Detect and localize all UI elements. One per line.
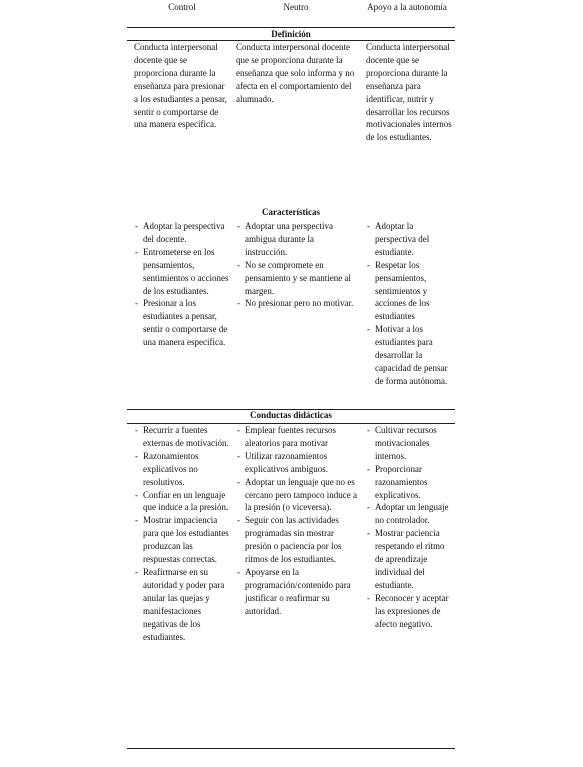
bullet-item: - Razonamientos explicativos no resolutivos. (134, 450, 230, 489)
bullet-item: - Emplear fuentes recursos aleatorios para motivar (236, 424, 358, 450)
bullet-item: - Respetar los pensamientos, sentimientos y acciones de los estudiantes (366, 259, 454, 324)
bullet-item: - Mostrar paciencia respetando el ritmo de aprendizaje individual del estudiante. (366, 527, 454, 592)
bullet-item: - Presionar a los estudiantes a pensar, sentir o comportarse de una manera específica. (134, 297, 230, 349)
bullet-item: - Recurrir a fuentes externas de motivación. (134, 424, 230, 450)
bullet-item: - Entrometerse en los pensamientos, sentimientos o acciones de los estudiantes. (134, 246, 230, 298)
bullet-item: - No presionar pero no motivar. (236, 297, 358, 310)
caracteristicas-apoyo (366, 220, 454, 388)
definicion-neutro: Conducta interpersonal docente que se proporciona durante la enseñanza que solo informa y no afecta en el comportamiento del alumnado. (236, 42, 355, 104)
conductas-apoyo (366, 424, 454, 631)
conductas-control (134, 424, 230, 643)
definicion-apoyo: Conducta interpersonal docente que se proporciona durante la enseñanza para identificar, nutrir y desarrollar los recursos motivacionales internos de los estudiantes. (366, 42, 452, 143)
bullet-item: - Reafirmarse en su autoridad y poder para anular las quejas y manifestaciones negativas de los estudiantes. (134, 566, 230, 643)
bullet-item: - Proporcionar razonamientos explicativos. (366, 463, 454, 502)
bullet-item: - Adoptar un lenguaje no controlador. (366, 501, 454, 527)
conductas-neutro (236, 424, 358, 618)
bottom-rule (127, 748, 455, 749)
definicion-control: Conducta interpersonal docente que se proporciona durante la enseñanza para presionar a los estudiantes a pensar, sentir o comportarse de una manera específica. (134, 42, 227, 130)
bullet-item: - Motivar a los estudiantes para desarrollar la capacidad de pensar de forma autónoma. (366, 323, 454, 388)
bullet-item: - No se compromete en pensamiento y se mantiene al margen. (236, 259, 358, 298)
section-title-caracteristicas: Características (262, 207, 320, 217)
bullet-item: - Adoptar una perspectiva ambigua durante la instrucción. (236, 220, 358, 259)
column-header-neutro: Neutro (283, 2, 309, 12)
column-header-control: Control (168, 2, 196, 12)
section-title-conductas: Conductas didácticas (250, 410, 332, 420)
bullet-item: - Cultivar recursos motivacionales internos. (366, 424, 454, 463)
bullet-item: - Adoptar un lenguaje que no es cercano pero tampoco induce a la presión (o viceversa). (236, 476, 358, 515)
bullet-item: - Utilizar razonamientos explicativos ambiguos. (236, 450, 358, 476)
bullet-item: - Seguir con las actividades programadas sin mostrar presión o paciencia por los ritmos de los estudiantes. (236, 514, 358, 566)
bullet-item: - Adoptar la perspectiva del estudiante. (366, 220, 454, 259)
caracteristicas-neutro (236, 220, 358, 310)
bullet-item: - Mostrar impaciencia para que los estudiantes produzcan las respuestas correctas. (134, 514, 230, 566)
bullet-item: - Apoyarse en la programación/contenido para justificar o reafirmar su autoridad. (236, 566, 358, 618)
caracteristicas-control (134, 220, 230, 349)
bullet-item: - Confiar en un lenguaje que induce a la presión. (134, 489, 230, 515)
bullet-item: - Adoptar la perspectiva del docente. (134, 220, 230, 246)
bullet-item: - Reconocer y aceptar las expresiones de afecto negativo. (366, 592, 454, 631)
column-header-apoyo: Apoyo a la autonomía (367, 2, 447, 12)
comparison-table (127, 0, 455, 749)
section-title-definicion: Definición (271, 29, 311, 39)
